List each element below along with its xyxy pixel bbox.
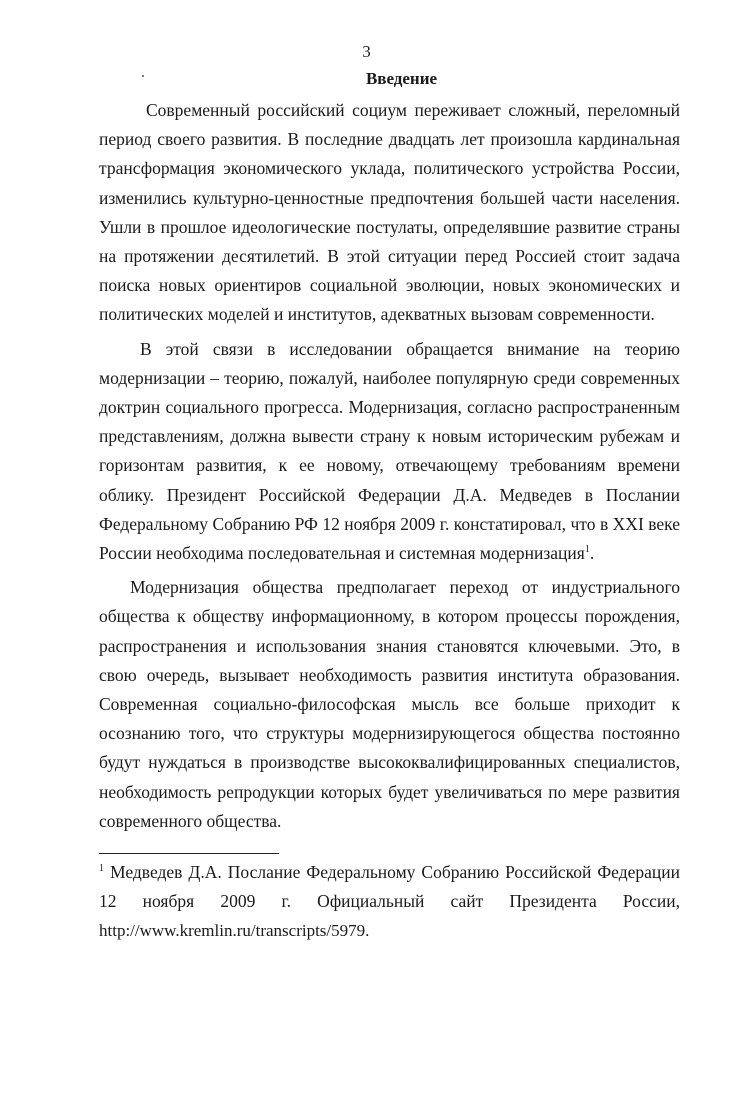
- paragraph-3: [99, 573, 680, 836]
- page-number: 3: [362, 42, 371, 61]
- footnote-divider: [99, 853, 279, 854]
- footnote-url[interactable]: http://www.kremlin.ru/transcripts/5979.: [99, 921, 370, 941]
- footnote-marker: 1: [99, 863, 104, 875]
- paragraph-1-text: Современный российский социум переживает сложный, переломный период своего развития. В последние двадцать лет произошла кардинальная трансформация экономического уклада, политического устройства России, изменились культурно-ценностные предпочтения большей части населения. Ушли в прошлое идеологические постулаты, определявшие развитие страны на протяжении десятилетий. В этой ситуации перед Россией стоит задача поиска новых ориентиров социальной эволюции, новых экономических и политических моделей и институтов, адекватных вызовам современности.: [99, 100, 680, 325]
- footnote-reference[interactable]: 1: [584, 544, 590, 556]
- body-text: [99, 96, 680, 836]
- paragraph-2-text: В этой связи в исследовании обращается внимание на теорию модернизации – теорию, пожалуй, наиболее популярную среди современных доктрин социального прогресса. Модернизация, согласно распространенным представлениям, должна вывести страну к новым историческим рубежам и горизонтам развития, к ее новому, отвечающему требованиям времени облику. Президент Российской Федерации Д.А. Медведев в Послании Федеральному Собранию РФ 12 ноября 2009 г. констатировал, что в XXI веке России необходима последовательная и системная модернизация: [99, 338, 680, 564]
- paragraph-2-end: .: [589, 543, 595, 564]
- section-heading: Введение: [365, 69, 438, 88]
- footnote-text: Медведев Д.А. Послание Федеральному Собранию Российской Федерации 12 ноября 2009 г. Официальный сайт Президента России,: [99, 862, 680, 912]
- paragraph-2: [99, 335, 680, 569]
- paragraph-3-text: Модернизация общества предполагает переход от индустриального общества к обществу информационному, в котором процессы порождения, распространения и использования знания становятся ключевыми. Это, в свою очередь, вызывает необходимость развития института образования. Современная социально-философская мысль все больше приходит к осознанию того, что структуры модернизирующегося общества постоянно будут нуждаться в производстве высококвалифицированных специалистов, необходимость репродукции которых будет увеличиваться по мере развития современного общества.: [99, 577, 680, 831]
- footnote: [99, 858, 680, 946]
- paragraph-1: [99, 96, 680, 330]
